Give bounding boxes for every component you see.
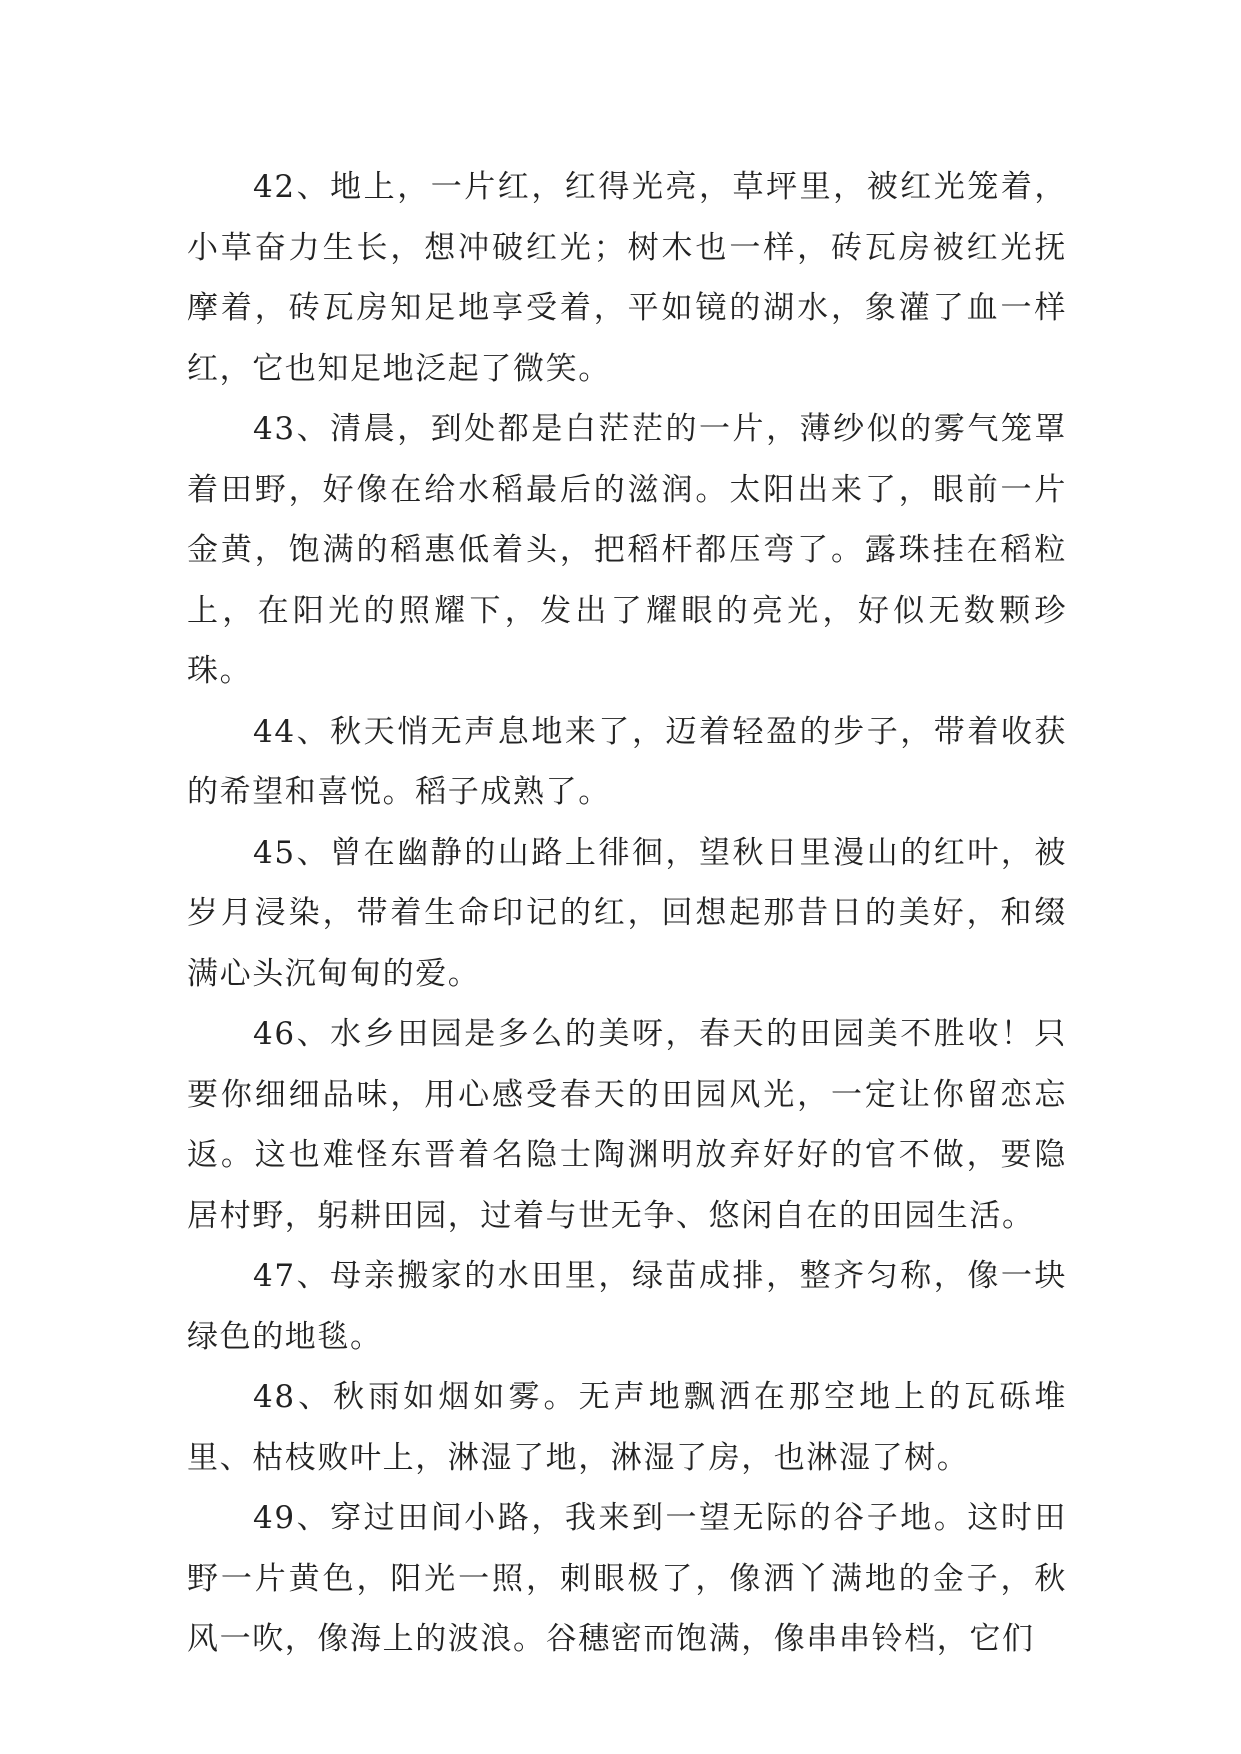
- document-body: [187, 157, 1067, 1670]
- paragraph-46: 46、水乡田园是多么的美呀，春天的田园美不胜收！只要你细细品味，用心感受春天的田园风光，一定让你留恋忘返。这也难怪东晋着名隐士陶渊明放弃好好的官不做，要隐居村野，躬耕田园，过着与世无争、悠闲自在的田园生活。: [187, 1016, 1067, 1234]
- paragraph-48: 48、秋雨如烟如雾。无声地飘洒在那空地上的瓦砾堆里、枯枝败叶上，淋湿了地，淋湿了房，也淋湿了树。: [187, 1379, 1067, 1476]
- paragraph-49: 49、穿过田间小路，我来到一望无际的谷子地。这时田野一片黄色，阳光一照，刺眼极了，像洒丫满地的金子，秋风一吹，像海上的波浪。谷穗密而饱满，像串串铃档，它们: [187, 1500, 1067, 1657]
- paragraph-45: 45、曾在幽静的山路上徘徊，望秋日里漫山的红叶，被岁月浸染，带着生命印记的红，回想起那昔日的美好，和缀满心头沉甸甸的爱。: [187, 834, 1067, 992]
- paragraph-43: 43、清晨，到处都是白茫茫的一片，薄纱似的雾气笼罩着田野，好像在给水稻最后的滋润。太阳出来了，眼前一片金黄，饱满的稻惠低着头，把稻杆都压弯了。露珠挂在稻粒上，在阳光的照耀下，发出了耀眼的亮光，好似无数颗珍珠。: [187, 411, 1067, 689]
- paragraph-42: 42、地上，一片红，红得光亮，草坪里，被红光笼着，小草奋力生长，想冲破红光；树木也一样，砖瓦房被红光抚摩着，砖瓦房知足地享受着，平如镜的湖水，象灌了血一样红，它也知足地泛起了微笑。: [187, 169, 1067, 387]
- paragraph-44: 44、秋天悄无声息地来了，迈着轻盈的步子，带着收获的希望和喜悦。稻子成熟了。: [187, 713, 1067, 810]
- paragraph-47: 47、母亲搬家的水田里，绿苗成排，整齐匀称，像一块绿色的地毯。: [187, 1258, 1067, 1355]
